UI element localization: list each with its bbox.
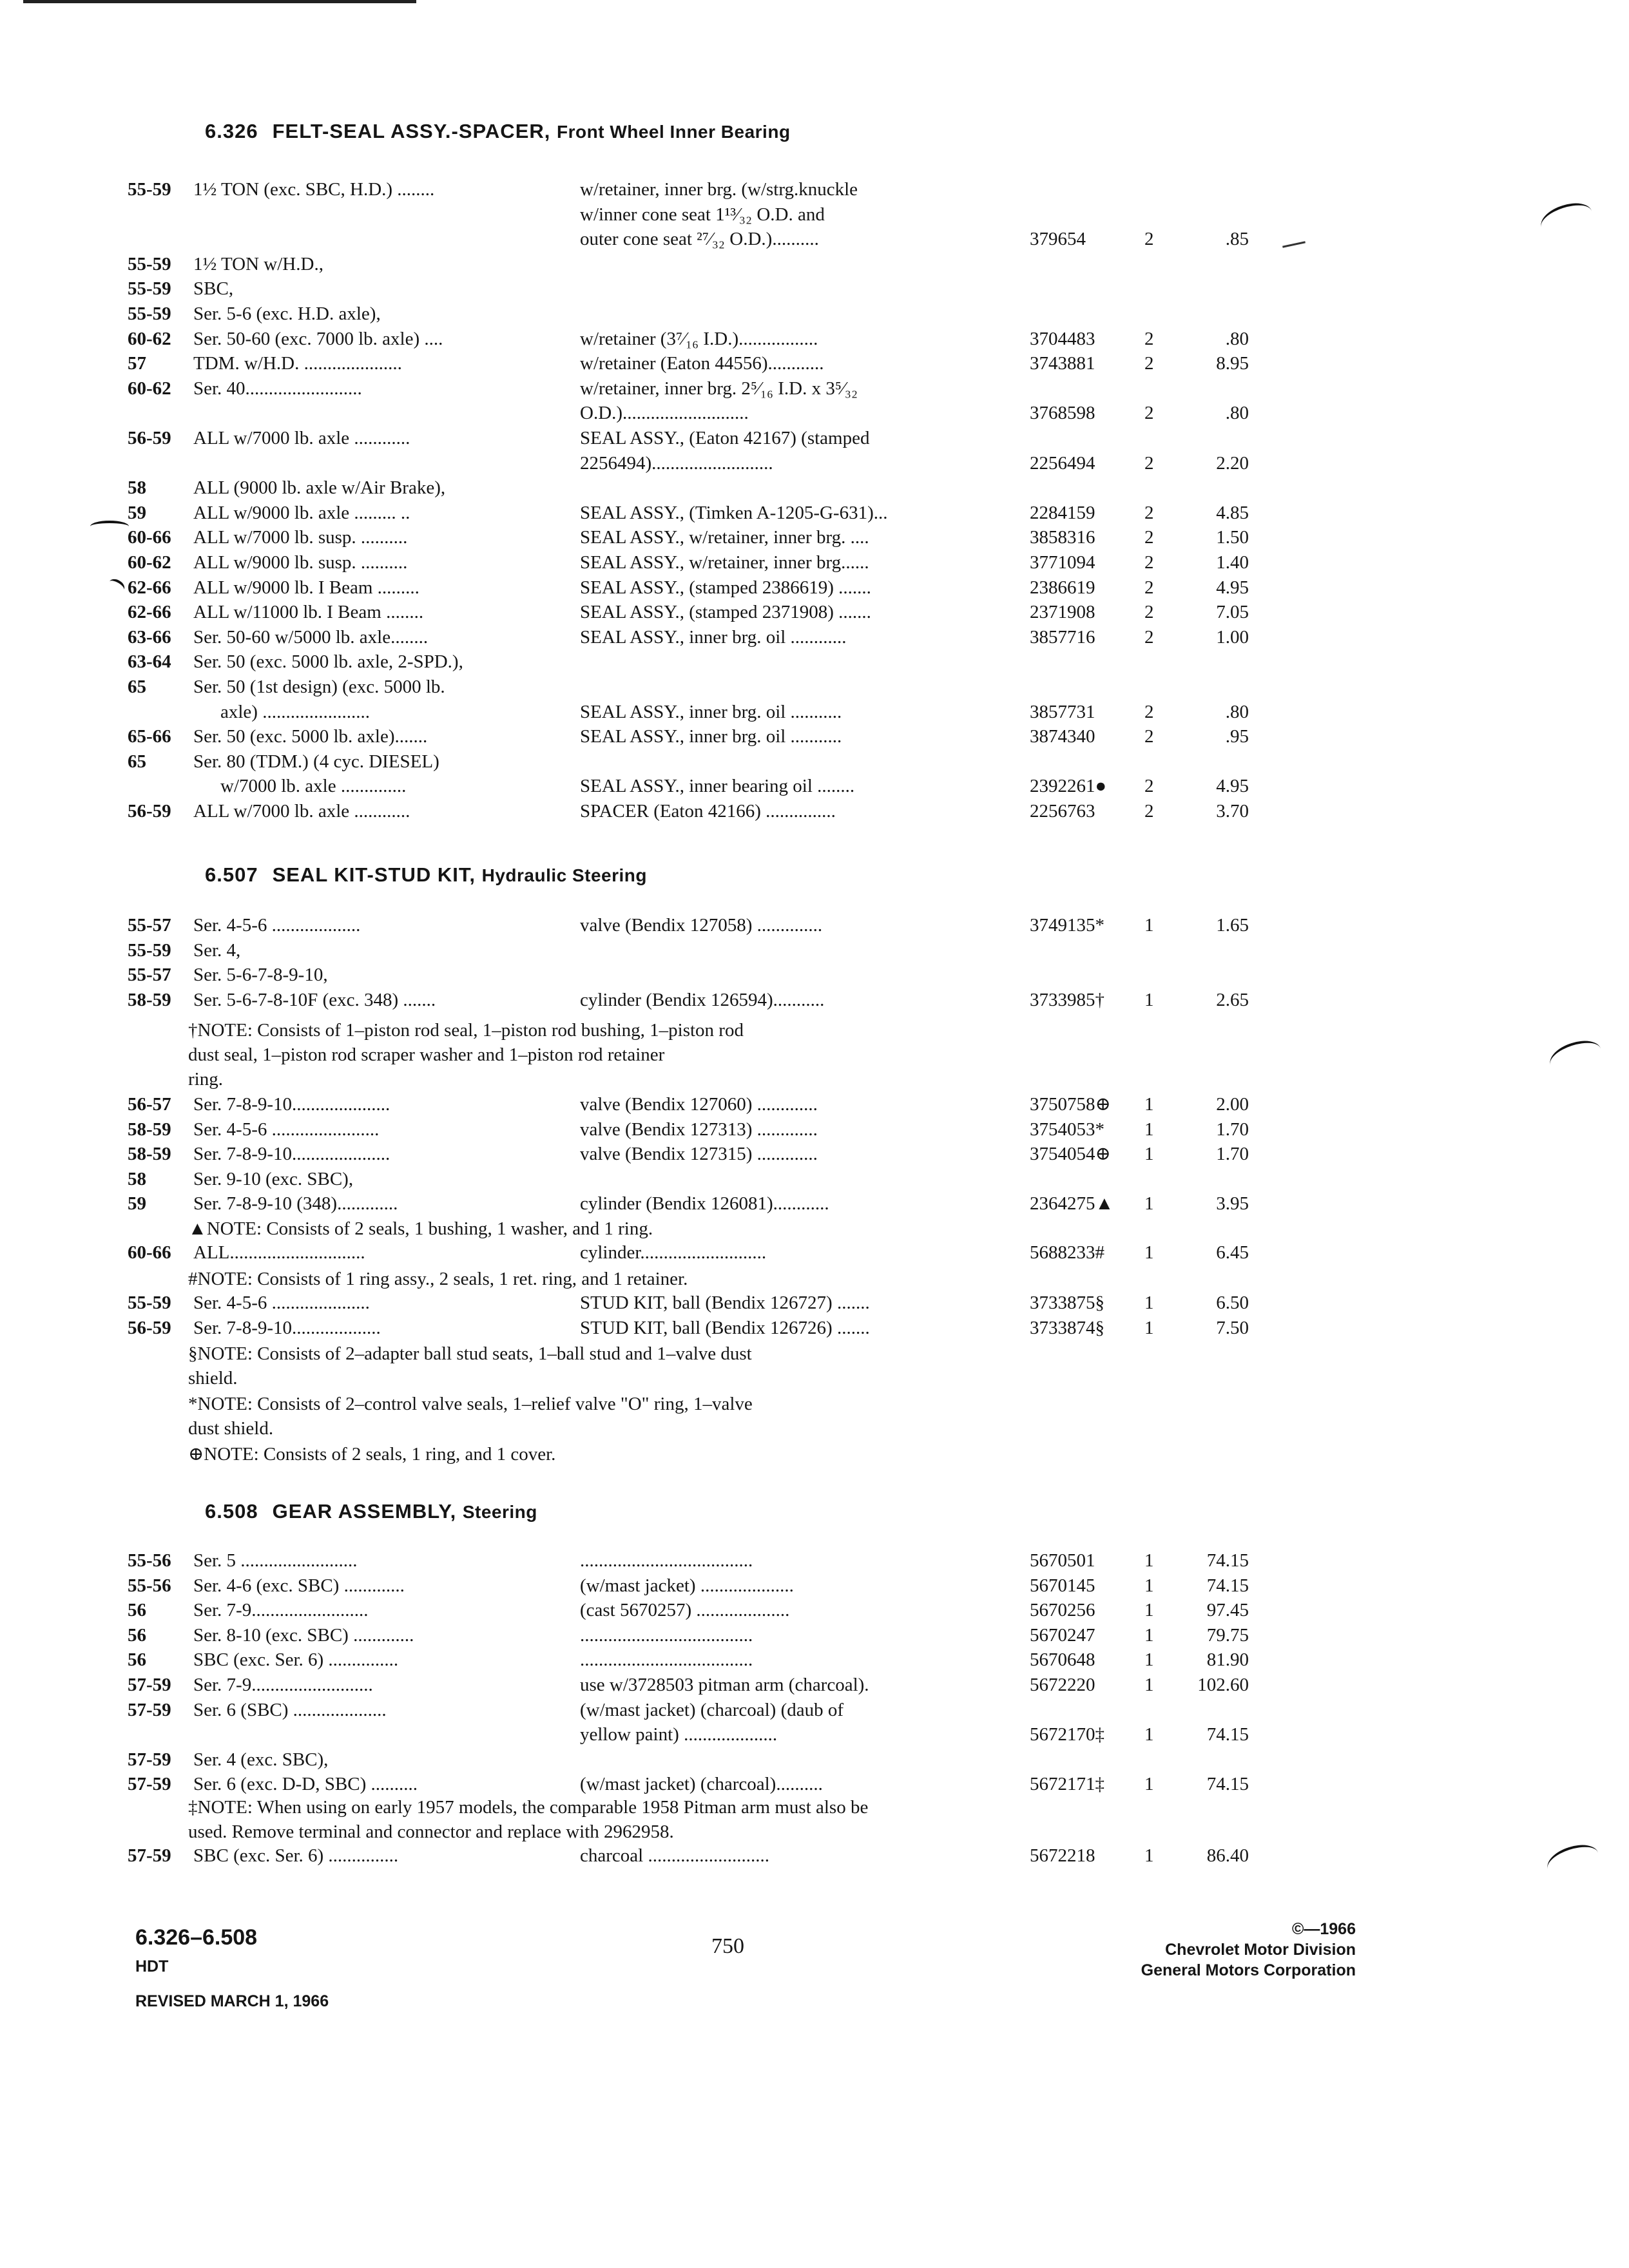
table-row <box>0 1599 1629 1624</box>
cell-years: 58-59 <box>128 989 171 1010</box>
cell-quantity: 2 <box>1144 701 1154 722</box>
cell-price: 74.15 <box>1206 1550 1249 1571</box>
cell-price: 2.00 <box>1216 1094 1249 1115</box>
cell-quantity: 1 <box>1144 1550 1154 1571</box>
cell-price: 2.65 <box>1216 989 1249 1010</box>
cell-model: ALL w/9000 lb. susp. .......... <box>193 552 408 573</box>
table-row <box>0 1549 1629 1575</box>
cell-years: 58 <box>128 1168 146 1189</box>
cell-model: TDM. w/H.D. ..................... <box>193 353 402 374</box>
cell-model: Ser. 4-5-6 ................... <box>193 915 361 936</box>
cell-description: valve (Bendix 127313) ............. <box>580 1119 818 1140</box>
cell-quantity: 1 <box>1144 1193 1154 1215</box>
cell-model: Ser. 4 (exc. SBC), <box>193 1749 329 1770</box>
cell-part-number: 5670256 <box>1030 1600 1095 1621</box>
cell-price: .80 <box>1225 403 1249 424</box>
cell-price: 2.20 <box>1216 452 1249 474</box>
cell-years: 58-59 <box>128 1119 171 1140</box>
table-row <box>0 800 1629 825</box>
cell-price: 74.15 <box>1206 1774 1249 1795</box>
cell-quantity: 2 <box>1144 602 1154 623</box>
cell-description: 2256494).......................... <box>580 452 773 474</box>
cell-description: SEAL ASSY., inner brg. oil ........... <box>580 701 842 722</box>
cell-part-number: 3768598 <box>1030 403 1095 424</box>
cell-part-number: 5672171‡ <box>1030 1774 1104 1795</box>
table-row <box>0 277 1629 303</box>
cell-part-number: 5688233# <box>1030 1242 1104 1263</box>
cell-years: 59 <box>128 1193 146 1215</box>
cell-quantity: 2 <box>1144 577 1154 598</box>
cell-description: SEAL ASSY., w/retainer, inner brg. .... <box>580 527 869 548</box>
cell-years: 59 <box>128 502 146 523</box>
cell-years: 62-66 <box>128 577 171 598</box>
cell-model: Ser. 7-8-9-10..................... <box>193 1094 390 1115</box>
cell-years: 65 <box>128 751 146 772</box>
cell-quantity: 2 <box>1144 502 1154 523</box>
table-row <box>0 1673 1629 1699</box>
cell-quantity: 2 <box>1144 328 1154 349</box>
section-title-6-507: 6.507 SEAL KIT-STUD KIT, Hydraulic Steering <box>205 863 648 886</box>
cell-part-number: 3749135* <box>1030 915 1104 936</box>
cell-price: .80 <box>1225 328 1249 349</box>
table-row <box>0 725 1629 751</box>
cell-description: (w/mast jacket) .................... <box>580 1575 794 1596</box>
cell-model: Ser. 7-9......................... <box>193 1600 369 1621</box>
cell-model: Ser. 50 (1st design) (exc. 5000 lb. <box>193 677 445 697</box>
cell-model: w/7000 lb. axle .............. <box>220 776 407 797</box>
table-row <box>0 601 1629 626</box>
table-row <box>0 576 1629 602</box>
cell-part-number: 379654 <box>1030 229 1086 250</box>
cell-description: w/retainer, inner brg. (w/strg.knuckle <box>580 179 858 200</box>
cell-part-number: 5672170‡ <box>1030 1724 1104 1745</box>
cell-years: 56-59 <box>128 1317 171 1338</box>
cell-model: ALL (9000 lb. axle w/Air Brake), <box>193 477 446 499</box>
table-row <box>0 988 1629 1014</box>
cell-price: 1.70 <box>1216 1119 1249 1140</box>
table-row <box>0 1648 1629 1674</box>
table-row <box>0 1698 1629 1724</box>
cell-description: SEAL ASSY., (Timken A-1205-G-631)... <box>580 502 888 523</box>
cell-model: Ser. 7-8-9-10 (348)............. <box>193 1193 398 1215</box>
cell-price: 74.15 <box>1206 1724 1249 1745</box>
cell-price: .85 <box>1225 229 1249 250</box>
cell-model: Ser. 50-60 w/5000 lb. axle........ <box>193 626 429 648</box>
cell-years: 57-59 <box>128 1675 171 1695</box>
cell-model: 1½ TON w/H.D., <box>193 253 323 274</box>
cell-part-number: 3874340 <box>1030 726 1095 747</box>
cell-part-number: 2386619 <box>1030 577 1095 598</box>
cell-quantity: 1 <box>1144 989 1154 1010</box>
cell-years: 55-59 <box>128 1293 171 1313</box>
cell-price: 6.45 <box>1216 1242 1249 1263</box>
cell-price: 3.95 <box>1216 1193 1249 1215</box>
cell-price: 74.15 <box>1206 1575 1249 1596</box>
cell-part-number: 3733874§ <box>1030 1317 1104 1338</box>
cell-description: ..................................... <box>580 1550 753 1571</box>
cell-quantity: 1 <box>1144 1774 1154 1795</box>
cell-quantity: 2 <box>1144 353 1154 374</box>
cell-model: Ser. 5-6 (exc. H.D. axle), <box>193 303 381 324</box>
cell-years: 56-57 <box>128 1094 171 1115</box>
cell-quantity: 1 <box>1144 1119 1154 1140</box>
cell-part-number: 2256763 <box>1030 801 1095 822</box>
cell-quantity: 1 <box>1144 1094 1154 1115</box>
cell-quantity: 1 <box>1144 1724 1154 1745</box>
cell-description: (cast 5670257) .................... <box>580 1600 790 1621</box>
cell-part-number: 3771094 <box>1030 552 1095 573</box>
cell-model: Ser. 4-5-6 ....................... <box>193 1119 380 1140</box>
cell-model: Ser. 50 (exc. 5000 lb. axle, 2-SPD.), <box>193 651 463 673</box>
cell-model: Ser. 40......................... <box>193 378 362 399</box>
cell-description: SEAL ASSY., inner brg. oil ........... <box>580 726 842 747</box>
cell-price: 4.95 <box>1216 776 1249 797</box>
cell-years: 55-59 <box>128 278 171 300</box>
cell-years: 57 <box>128 353 146 374</box>
cell-model: Ser. 4-5-6 ..................... <box>193 1293 370 1313</box>
note-dagger: †NOTE: Consists of 1–piston rod seal, 1–piston rod bushing, 1–piston rod dust seal, 1–piston rod scraper washer and 1–piston rod retainer ring. <box>188 1020 744 1090</box>
cell-part-number: 3733985† <box>1030 989 1104 1010</box>
cell-price: 102.60 <box>1197 1675 1249 1695</box>
cell-part-number: 5670145 <box>1030 1575 1095 1596</box>
cell-quantity: 2 <box>1144 403 1154 424</box>
cell-model: ALL w/7000 lb. axle ............ <box>193 801 410 822</box>
cell-model: ALL w/7000 lb. axle ............ <box>193 428 410 448</box>
cell-quantity: 2 <box>1144 776 1154 797</box>
table-row <box>0 1844 1629 1870</box>
cell-price: 7.05 <box>1216 602 1249 623</box>
cell-part-number: 3704483 <box>1030 328 1095 349</box>
cell-model: SBC (exc. Ser. 6) ............... <box>193 1649 399 1671</box>
table-row <box>0 1748 1629 1774</box>
cell-part-number: 5670648 <box>1030 1649 1095 1671</box>
cell-quantity: 1 <box>1144 1624 1154 1646</box>
cell-description: w/inner cone seat 1¹³⁄₃₂ O.D. and <box>580 204 825 225</box>
cell-description: ..................................... <box>580 1624 753 1646</box>
cell-part-number: 3857716 <box>1030 626 1095 648</box>
cell-description: charcoal .......................... <box>580 1845 769 1866</box>
cell-description: valve (Bendix 127060) ............. <box>580 1094 818 1115</box>
cell-years: 65 <box>128 677 146 697</box>
table-row <box>0 302 1629 328</box>
table-row <box>0 551 1629 577</box>
table-row <box>0 476 1629 502</box>
note-circled-plus: ⊕NOTE: Consists of 2 seals, 1 ring, and 1 cover. <box>188 1444 556 1465</box>
cell-price: 97.45 <box>1206 1600 1249 1621</box>
cell-price: 6.50 <box>1216 1293 1249 1313</box>
cell-years: 55-57 <box>128 915 171 936</box>
table-row <box>0 1291 1629 1317</box>
cell-description: SPACER (Eaton 42166) ............... <box>580 801 836 822</box>
cell-part-number: 5670501 <box>1030 1550 1095 1571</box>
cell-quantity: 1 <box>1144 915 1154 936</box>
cell-quantity: 2 <box>1144 626 1154 648</box>
cell-quantity: 2 <box>1144 229 1154 250</box>
cell-part-number: 2284159 <box>1030 502 1095 523</box>
cell-years: 60-66 <box>128 527 171 548</box>
table-row <box>0 1093 1629 1119</box>
cell-price: 3.70 <box>1216 801 1249 822</box>
cell-description: SEAL ASSY., w/retainer, inner brg...... <box>580 552 869 573</box>
cell-description: w/retainer (3⁷⁄₁₆ I.D.)................. <box>580 328 818 349</box>
cell-description: STUD KIT, ball (Bendix 126727) ....... <box>580 1293 870 1313</box>
cell-description: w/retainer, inner brg. 2⁵⁄₁₆ I.D. x 3⁵⁄₃₂ <box>580 378 858 399</box>
cell-price: .95 <box>1225 726 1249 747</box>
cell-years: 60-62 <box>128 378 171 399</box>
cell-quantity: 1 <box>1144 1845 1154 1866</box>
cell-quantity: 2 <box>1144 552 1154 573</box>
cell-part-number: 5672220 <box>1030 1675 1095 1695</box>
table-row <box>0 675 1629 701</box>
cell-part-number: 3857731 <box>1030 701 1095 722</box>
top-edge-rule <box>23 0 416 3</box>
cell-years: 65-66 <box>128 726 171 747</box>
cell-years: 60-62 <box>128 328 171 349</box>
cell-model: Ser. 7-8-9-10................... <box>193 1317 381 1338</box>
cell-years: 56 <box>128 1600 146 1621</box>
cell-price: 1.50 <box>1216 527 1249 548</box>
cell-years: 55-59 <box>128 939 171 961</box>
cell-description: yellow paint) .................... <box>580 1724 778 1745</box>
footer-revised-date: REVISED MARCH 1, 1966 <box>135 1992 329 2010</box>
table-row <box>0 1316 1629 1342</box>
cell-model: axle) ....................... <box>220 701 370 722</box>
cell-model: Ser. 5 ......................... <box>193 1550 358 1571</box>
table-row <box>0 427 1629 452</box>
cell-quantity: 1 <box>1144 1675 1154 1695</box>
cell-years: 55-57 <box>128 965 171 986</box>
table-row <box>0 203 1629 229</box>
cell-years: 55-56 <box>128 1550 171 1571</box>
cell-model: SBC (exc. Ser. 6) ............... <box>193 1845 399 1866</box>
cell-years: 63-64 <box>128 651 171 673</box>
cell-quantity: 2 <box>1144 452 1154 474</box>
table-row <box>0 774 1629 800</box>
table-row <box>0 939 1629 965</box>
note-double-dagger: ‡NOTE: When using on early 1957 models, the comparable 1958 Pitman arm must also be used. Remove terminal and connector and replace with 2962958. <box>188 1797 869 1842</box>
table-row <box>0 1142 1629 1168</box>
cell-part-number: 3743881 <box>1030 353 1095 374</box>
table-row <box>0 1192 1629 1218</box>
table-row <box>0 1574 1629 1600</box>
cell-model: Ser. 5-6-7-8-10F (exc. 348) ....... <box>193 989 436 1010</box>
cell-description: cylinder........................... <box>580 1242 767 1263</box>
cell-price: 1.40 <box>1216 552 1249 573</box>
cell-part-number: 2392261● <box>1030 776 1107 797</box>
cell-part-number: 3754053* <box>1030 1119 1104 1140</box>
table-row <box>0 650 1629 676</box>
cell-price: 1.00 <box>1216 626 1249 648</box>
table-row <box>0 327 1629 353</box>
footer-hdt: HDT <box>135 1957 169 1975</box>
table-row <box>0 526 1629 552</box>
cell-description: SEAL ASSY., inner bearing oil ........ <box>580 776 855 797</box>
table-row <box>0 750 1629 776</box>
note-triangle: ▲NOTE: Consists of 2 seals, 1 bushing, 1 washer, and 1 ring. <box>188 1218 653 1239</box>
cell-description: (w/mast jacket) (charcoal).......... <box>580 1774 823 1795</box>
cell-description: cylinder (Bendix 126594)........... <box>580 989 825 1010</box>
cell-model: Ser. 6 (exc. D-D, SBC) .......... <box>193 1774 418 1795</box>
cell-model: ALL w/9000 lb. axle ......... .. <box>193 502 410 523</box>
cell-years: 58-59 <box>128 1144 171 1165</box>
cell-description: O.D.)........................... <box>580 403 749 424</box>
cell-part-number: 3733875§ <box>1030 1293 1104 1313</box>
cell-description: outer cone seat ²⁷⁄₃₂ O.D.).......... <box>580 229 819 250</box>
cell-part-number: 2256494 <box>1030 452 1095 474</box>
cell-quantity: 2 <box>1144 527 1154 548</box>
cell-quantity: 1 <box>1144 1600 1154 1621</box>
cell-model: Ser. 50 (exc. 5000 lb. axle)....... <box>193 726 428 747</box>
cell-years: 56 <box>128 1649 146 1671</box>
table-row <box>0 401 1629 427</box>
cell-years: 56-59 <box>128 801 171 822</box>
cell-quantity: 1 <box>1144 1293 1154 1313</box>
cell-part-number: 5670247 <box>1030 1624 1095 1646</box>
cell-description: valve (Bendix 127315) ............. <box>580 1144 818 1165</box>
cell-price: 1.65 <box>1216 915 1249 936</box>
table-row <box>0 1241 1629 1267</box>
table-row <box>0 626 1629 651</box>
cell-description: cylinder (Bendix 126081)............ <box>580 1193 829 1215</box>
cell-years: 57-59 <box>128 1774 171 1795</box>
cell-years: 62-66 <box>128 602 171 623</box>
table-row <box>0 1118 1629 1144</box>
table-row <box>0 963 1629 989</box>
table-row <box>0 253 1629 278</box>
table-row <box>0 352 1629 378</box>
cell-price: 86.40 <box>1206 1845 1249 1866</box>
cell-model: SBC, <box>193 278 234 300</box>
cell-years: 63-66 <box>128 626 171 648</box>
cell-description: STUD KIT, ball (Bendix 126726) ....... <box>580 1317 870 1338</box>
cell-model: Ser. 6 (SBC) .................... <box>193 1699 387 1720</box>
cell-model: Ser. 5-6-7-8-9-10, <box>193 965 328 986</box>
cell-description: SEAL ASSY., (stamped 2371908) ....... <box>580 602 871 623</box>
note-section: §NOTE: Consists of 2–adapter ball stud seats, 1–ball stud and 1–valve dust shield. <box>188 1343 752 1389</box>
cell-model: Ser. 7-9.......................... <box>193 1675 373 1695</box>
cell-years: 57-59 <box>128 1845 171 1866</box>
cell-model: Ser. 4, <box>193 939 241 961</box>
cell-model: Ser. 80 (TDM.) (4 cyc. DIESEL) <box>193 751 439 772</box>
table-row <box>0 1168 1629 1193</box>
cell-description: SEAL ASSY., (stamped 2386619) ....... <box>580 577 871 598</box>
footer-section-range: 6.326–6.508 <box>135 1925 258 1950</box>
cell-years: 56 <box>128 1624 146 1646</box>
cell-years: 56-59 <box>128 428 171 448</box>
cell-description: (w/mast jacket) (charcoal) (daub of <box>580 1699 844 1720</box>
cell-description: w/retainer (Eaton 44556)............ <box>580 353 824 374</box>
cell-part-number: 3754054⊕ <box>1030 1144 1111 1165</box>
page-number: 750 <box>711 1934 744 1958</box>
cell-model: ALL............................. <box>193 1242 365 1263</box>
table-row <box>0 227 1629 253</box>
table-row <box>0 452 1629 477</box>
table-row <box>0 377 1629 403</box>
cell-price: .80 <box>1225 701 1249 722</box>
table-row <box>0 1624 1629 1649</box>
pencil-tick-1 <box>90 521 129 532</box>
cell-model: ALL w/9000 lb. I Beam ......... <box>193 577 419 598</box>
binder-mark-2 <box>1546 1035 1605 1078</box>
cell-model: Ser. 7-8-9-10..................... <box>193 1144 390 1165</box>
table-row <box>0 501 1629 527</box>
table-row <box>0 914 1629 939</box>
cell-quantity: 1 <box>1144 1649 1154 1671</box>
cell-years: 55-59 <box>128 303 171 324</box>
section-title-6-326: 6.326 FELT-SEAL ASSY.-SPACER, Front Wheel Inner Bearing <box>205 120 791 142</box>
cell-description: use w/3728503 pitman arm (charcoal). <box>580 1675 869 1695</box>
cell-price: 8.95 <box>1216 353 1249 374</box>
cell-part-number: 3750758⊕ <box>1030 1094 1111 1115</box>
footer-copyright: ©—1966 Chevrolet Motor Division General Motors Corporation <box>1141 1920 1356 1979</box>
cell-price: 79.75 <box>1206 1624 1249 1646</box>
cell-quantity: 1 <box>1144 1575 1154 1596</box>
cell-quantity: 1 <box>1144 1144 1154 1165</box>
cell-years: 55-56 <box>128 1575 171 1596</box>
cell-quantity: 1 <box>1144 1242 1154 1263</box>
cell-quantity: 1 <box>1144 1317 1154 1338</box>
cell-model: ALL w/11000 lb. I Beam ........ <box>193 602 424 623</box>
cell-price: 7.50 <box>1216 1317 1249 1338</box>
table-row <box>0 700 1629 726</box>
cell-model: Ser. 50-60 (exc. 7000 lb. axle) .... <box>193 328 443 349</box>
cell-years: 60-62 <box>128 552 171 573</box>
cell-price: 1.70 <box>1216 1144 1249 1165</box>
note-hash: #NOTE: Consists of 1 ring assy., 2 seals, 1 ret. ring, and 1 retainer. <box>188 1269 688 1289</box>
cell-years: 57-59 <box>128 1749 171 1770</box>
note-asterisk: *NOTE: Consists of 2–control valve seals, 1–relief valve "O" ring, 1–valve dust shield. <box>188 1394 753 1439</box>
cell-years: 57-59 <box>128 1699 171 1720</box>
cell-model: ALL w/7000 lb. susp. .......... <box>193 527 408 548</box>
cell-price: 4.85 <box>1216 502 1249 523</box>
cell-quantity: 2 <box>1144 726 1154 747</box>
cell-price: 4.95 <box>1216 577 1249 598</box>
cell-model: 1½ TON (exc. SBC, H.D.) ........ <box>193 179 435 200</box>
cell-description: ..................................... <box>580 1649 753 1671</box>
cell-model: Ser. 8-10 (exc. SBC) ............. <box>193 1624 414 1646</box>
cell-description: SEAL ASSY., (Eaton 42167) (stamped <box>580 428 870 448</box>
cell-years: 55-59 <box>128 179 171 200</box>
cell-part-number: 2371908 <box>1030 602 1095 623</box>
cell-price: 81.90 <box>1206 1649 1249 1671</box>
cell-years: 60-66 <box>128 1242 171 1263</box>
cell-description: SEAL ASSY., inner brg. oil ............ <box>580 626 847 648</box>
cell-quantity: 2 <box>1144 801 1154 822</box>
cell-part-number: 5672218 <box>1030 1845 1095 1866</box>
table-row <box>0 1723 1629 1749</box>
section-title-6-508: 6.508 GEAR ASSEMBLY, Steering <box>205 1500 537 1523</box>
table-row <box>0 178 1629 204</box>
cell-model: Ser. 4-6 (exc. SBC) ............. <box>193 1575 405 1596</box>
cell-years: 55-59 <box>128 253 171 274</box>
cell-part-number: 3858316 <box>1030 527 1095 548</box>
cell-model: Ser. 9-10 (exc. SBC), <box>193 1168 354 1189</box>
cell-part-number: 2364275▲ <box>1030 1193 1114 1215</box>
cell-years: 58 <box>128 477 146 499</box>
cell-description: valve (Bendix 127058) .............. <box>580 915 823 936</box>
